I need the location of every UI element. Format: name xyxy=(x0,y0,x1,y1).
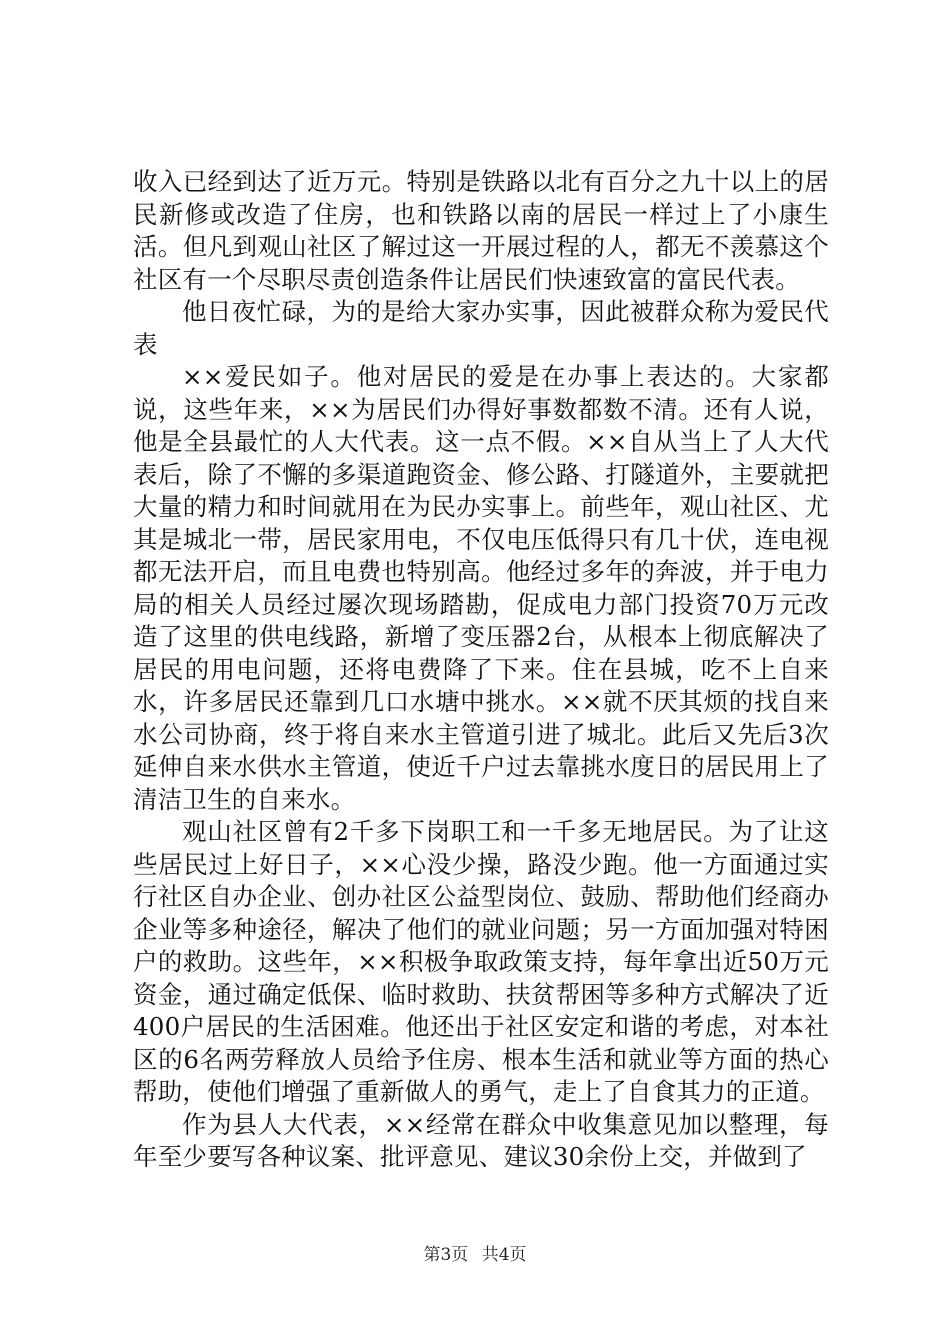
paragraph-1: 收入已经到达了近万元。特别是铁路以北有百分之九十以上的居民新修或改造了住房，也和铁路以南的居民一样过上了小康生活。但凡到观山社区了解过这一开展过程的人，都无不羡慕这个社区有一个尽职尽责创造条件让居民们快速致富的富民代表。 xyxy=(133,167,829,294)
paragraph-2: 他日夜忙碌，为的是给大家办实事，因此被群众称为爱民代表 xyxy=(133,297,829,359)
paragraph-3: ××爱民如子。他对居民的爱是在办事上表达的。大家都说，这些年来，××为居民们办得好事数都数不清。还有人说，他是全县最忙的人大代表。这一点不假。××自从当上了人大代表后，除了不懈的多渠道跑资金、修公路、打隧道外，主要就把大量的精力和时间就用在为民办实事上。前些年，观山社区、尤其是城北一带，居民家用电，不仅电压低得只有几十伏，连电视都无法开启，而且电费也特别高。他经过多年的奔波，并于电力局的相关人员经过屡次现场踏勘，促成电力部门投资70万元改造了这里的供电线路，新增了变压器2台，从根本上彻底解决了居民的用电问题，还将电费降了下来。住在县城，吃不上自来水，许多居民还靠到几口水塘中挑水。××就不厌其烦的找自来水公司协商，终于将自来水主管道引进了城北。此后又先后3次延伸自来水供水主管道，使近千户过去靠挑水度日的居民用上了清洁卫生的自来水。 xyxy=(133,362,829,814)
page-total: 共4页 xyxy=(481,1245,527,1265)
page-number: 第3页 xyxy=(423,1245,469,1265)
document-body xyxy=(133,166,829,1174)
paragraph-4: 观山社区曾有2千多下岗职工和一千多无地居民。为了让这些居民过上好日子，××心没少操，路没少跑。他一方面通过实行社区自办企业、创办社区公益型岗位、鼓励、帮助他们经商办企业等多种途径，解决了他们的就业问题；另一方面加强对特困户的救助。这些年，××积极争取政策支持，每年拿出近50万元资金，通过确定低保、临时救助、扶贫帮困等多种方式解决了近400户居民的生活困难。他还出于社区安定和谐的考虑，对本社区的6名两劳释放人员给予住房、根本生活和就业等方面的热心帮助，使他们增强了重新做人的勇气，走上了自食其力的正道。 xyxy=(133,817,829,1106)
page-footer xyxy=(0,1244,950,1266)
paragraph-5: 作为县人大代表，××经常在群众中收集意见加以整理，每年至少要写各种议案、批评意见、建议30余份上交，并做到了 xyxy=(133,1109,829,1171)
